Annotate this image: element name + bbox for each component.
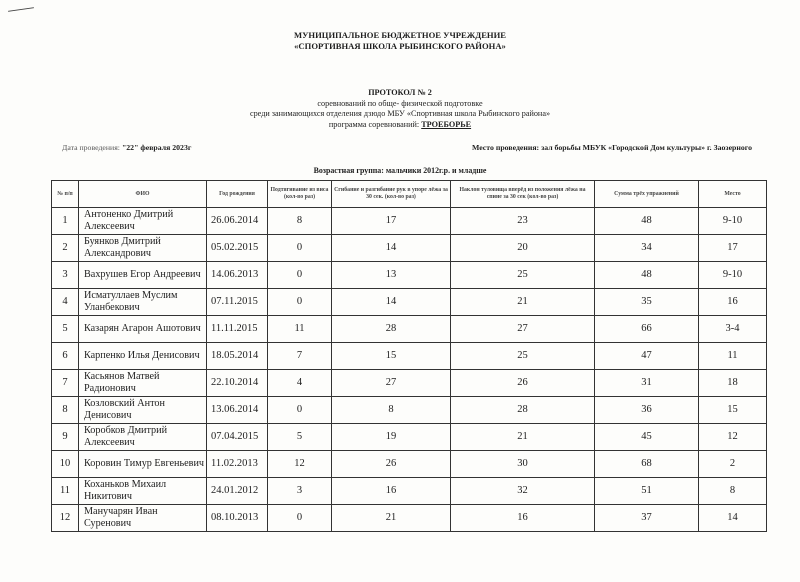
- results-table: [51, 180, 767, 532]
- place: 18: [699, 370, 767, 397]
- pushups-count: 26: [332, 451, 451, 478]
- situps-count: 26: [451, 370, 595, 397]
- protocol-title: ПРОТОКОЛ № 2: [368, 88, 432, 97]
- org-name-line-2: «СПОРТИВНАЯ ШКОЛА РЫБИНСКОГО РАЙОНА»: [294, 41, 506, 51]
- table-row: [52, 289, 767, 316]
- pushups-count: 14: [332, 235, 451, 262]
- pushups-count: 16: [332, 478, 451, 505]
- protocol-subtitle-1: соревнований по обще- физической подготовке: [317, 98, 483, 108]
- pullups-count: 11: [268, 316, 332, 343]
- header-row: [52, 181, 767, 208]
- athlete-name: Буянков Дмитрий Александрович: [79, 235, 207, 262]
- birth-date: 26.06.2014: [207, 208, 268, 235]
- place: 2: [699, 451, 767, 478]
- col-name: ФИО: [79, 181, 207, 208]
- pullups-count: 0: [268, 289, 332, 316]
- table-row: [52, 208, 767, 235]
- table-row: [52, 451, 767, 478]
- place: 12: [699, 424, 767, 451]
- row-number: 10: [52, 451, 79, 478]
- col-total: Сумма трёх упражнений: [595, 181, 699, 208]
- athlete-name: Коханьков Михаил Никитович: [79, 478, 207, 505]
- age-group: Возрастная группа: мальчики 2012г.р. и младше: [313, 166, 487, 175]
- place: 8: [699, 478, 767, 505]
- row-number: 12: [52, 505, 79, 532]
- situps-count: 25: [451, 343, 595, 370]
- row-number: 5: [52, 316, 79, 343]
- col-place: Место: [699, 181, 767, 208]
- pullups-count: 4: [268, 370, 332, 397]
- total-score: 45: [595, 424, 699, 451]
- table-row: [52, 397, 767, 424]
- row-number: 1: [52, 208, 79, 235]
- row-number: 6: [52, 343, 79, 370]
- athlete-name: Козловский Антон Денисович: [79, 397, 207, 424]
- situps-count: 21: [451, 424, 595, 451]
- birth-date: 08.10.2013: [207, 505, 268, 532]
- pushups-count: 15: [332, 343, 451, 370]
- total-score: 31: [595, 370, 699, 397]
- athlete-name: Коровин Тимур Евгеньевич: [79, 451, 207, 478]
- situps-count: 21: [451, 289, 595, 316]
- col-pullups: Подтягивание из виса (кол-во раз): [268, 181, 332, 208]
- row-number: 9: [52, 424, 79, 451]
- place: 16: [699, 289, 767, 316]
- pushups-count: 19: [332, 424, 451, 451]
- table-row: [52, 262, 767, 289]
- place: 17: [699, 235, 767, 262]
- table-row: [52, 235, 767, 262]
- pushups-count: 17: [332, 208, 451, 235]
- date-label: Дата проведения:: [62, 143, 120, 152]
- row-number: 4: [52, 289, 79, 316]
- total-score: 35: [595, 289, 699, 316]
- situps-count: 27: [451, 316, 595, 343]
- pullups-count: 7: [268, 343, 332, 370]
- situps-count: 32: [451, 478, 595, 505]
- birth-date: 13.06.2014: [207, 397, 268, 424]
- results-table-header: [52, 181, 767, 208]
- row-number: 11: [52, 478, 79, 505]
- results-table-body: [52, 208, 767, 532]
- birth-date: 14.06.2013: [207, 262, 268, 289]
- total-score: 48: [595, 262, 699, 289]
- table-row: [52, 343, 767, 370]
- birth-date: 18.05.2014: [207, 343, 268, 370]
- table-row: [52, 424, 767, 451]
- total-score: 48: [595, 208, 699, 235]
- row-number: 7: [52, 370, 79, 397]
- pushups-count: 21: [332, 505, 451, 532]
- situps-count: 25: [451, 262, 595, 289]
- table-row: [52, 478, 767, 505]
- pushups-count: 14: [332, 289, 451, 316]
- table-row: [52, 316, 767, 343]
- place: 15: [699, 397, 767, 424]
- col-situps: Наклон туловища вперёд из положения лёжа на спине за 30 сек (кол-во раз): [451, 181, 595, 208]
- birth-date: 05.02.2015: [207, 235, 268, 262]
- pushups-count: 27: [332, 370, 451, 397]
- col-pushups: Сгибание и разгибание рук в упоре лёжа за 30 сек. (кол-во раз): [332, 181, 451, 208]
- pushups-count: 8: [332, 397, 451, 424]
- org-name-line-1: МУНИЦИПАЛЬНОЕ БЮДЖЕТНОЕ УЧРЕЖДЕНИЕ: [293, 30, 507, 40]
- table-row: [52, 505, 767, 532]
- place: 9-10: [699, 262, 767, 289]
- pullups-count: 0: [268, 262, 332, 289]
- pullups-count: 12: [268, 451, 332, 478]
- total-score: 68: [595, 451, 699, 478]
- date-value: "22" февраля 2023г: [121, 143, 192, 152]
- birth-date: 24.01.2012: [207, 478, 268, 505]
- organization-header: [0, 30, 800, 52]
- birth-date: 07.11.2015: [207, 289, 268, 316]
- pushups-count: 13: [332, 262, 451, 289]
- athlete-name: Касьянов Матвей Радионович: [79, 370, 207, 397]
- athlete-name: Антоненко Дмитрий Алексеевич: [79, 208, 207, 235]
- row-number: 8: [52, 397, 79, 424]
- event-place: [472, 143, 752, 152]
- situps-count: 23: [451, 208, 595, 235]
- total-score: 36: [595, 397, 699, 424]
- pushups-count: 28: [332, 316, 451, 343]
- event-date: [62, 143, 191, 152]
- row-number: 3: [52, 262, 79, 289]
- situps-count: 20: [451, 235, 595, 262]
- protocol-block: [0, 88, 800, 130]
- col-birthdate: Год рождения: [207, 181, 268, 208]
- athlete-name: Вахрушев Егор Андреевич: [79, 262, 207, 289]
- program-label: программа соревнований:: [328, 119, 420, 129]
- athlete-name: Казарян Агарон Ашотович: [79, 316, 207, 343]
- pullups-count: 8: [268, 208, 332, 235]
- situps-count: 30: [451, 451, 595, 478]
- total-score: 47: [595, 343, 699, 370]
- protocol-subtitle-2: среди занимающихся отделения дзюдо МБУ «Спортивная школа Рыбинского района»: [249, 109, 551, 118]
- col-number: № п/п: [52, 181, 79, 208]
- scan-mark: [8, 7, 34, 12]
- birth-date: 22.10.2014: [207, 370, 268, 397]
- total-score: 34: [595, 235, 699, 262]
- place: 14: [699, 505, 767, 532]
- place: 11: [699, 343, 767, 370]
- pullups-count: 0: [268, 505, 332, 532]
- birth-date: 11.02.2013: [207, 451, 268, 478]
- place: 3-4: [699, 316, 767, 343]
- pullups-count: 0: [268, 397, 332, 424]
- pullups-count: 3: [268, 478, 332, 505]
- situps-count: 28: [451, 397, 595, 424]
- row-number: 2: [52, 235, 79, 262]
- birth-date: 11.11.2015: [207, 316, 268, 343]
- birth-date: 07.04.2015: [207, 424, 268, 451]
- table-row: [52, 370, 767, 397]
- athlete-name: Карпенко Илья Денисович: [79, 343, 207, 370]
- athlete-name: Манучарян Иван Суренович: [79, 505, 207, 532]
- athlete-name: Исматуллаев Муслим Уланбекович: [79, 289, 207, 316]
- pullups-count: 0: [268, 235, 332, 262]
- pullups-count: 5: [268, 424, 332, 451]
- place-label: Место проведения:: [472, 143, 540, 152]
- situps-count: 16: [451, 505, 595, 532]
- program-value: ТРОЕБОРЬЕ: [421, 119, 472, 129]
- place-value: зал борьбы МБУК «Городской Дом культуры» г. Заозерного: [541, 143, 752, 152]
- athlete-name: Коробков Дмитрий Алексеевич: [79, 424, 207, 451]
- total-score: 66: [595, 316, 699, 343]
- place: 9-10: [699, 208, 767, 235]
- total-score: 37: [595, 505, 699, 532]
- program-line: [0, 120, 800, 131]
- total-score: 51: [595, 478, 699, 505]
